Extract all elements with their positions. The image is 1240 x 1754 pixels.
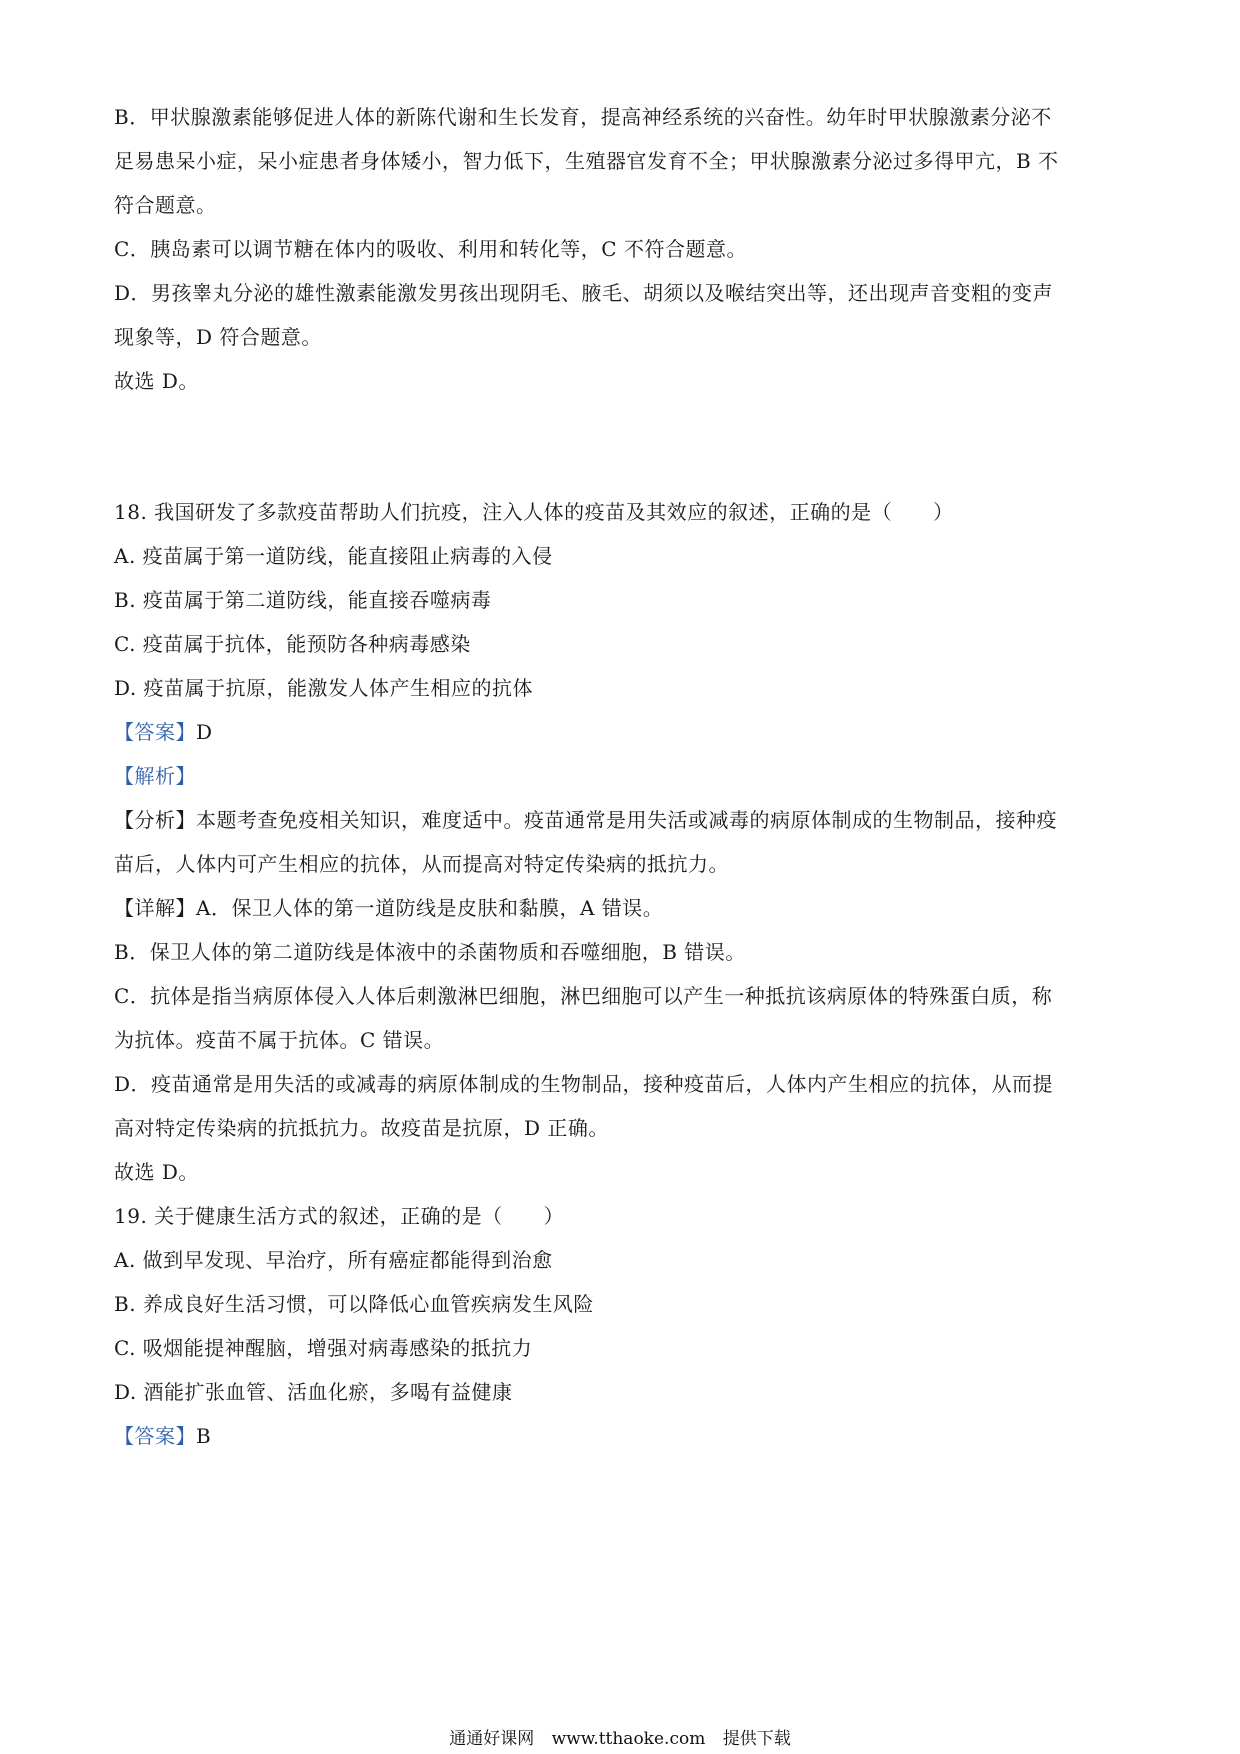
q18-analysis-tag: 【分析】 xyxy=(114,808,196,832)
q18-jiexi-line xyxy=(114,761,1124,791)
q18-analysis-text1: 本题考查免疫相关知识，难度适中。疫苗通常是用失活或减毒的病原体制成的生物制品，接种疫 xyxy=(196,808,1057,832)
q19-option-b: B. 养成良好生活习惯，可以降低心血管疾病发生风险 xyxy=(114,1292,594,1316)
q18-conclusion: 故选 D。 xyxy=(114,1160,199,1184)
prev-explanation-d-line2: 现象等，D 符合题意。 xyxy=(114,325,322,349)
page-footer xyxy=(0,1727,1240,1751)
q19-option-d: D. 酒能扩张血管、活血化瘀，多喝有益健康 xyxy=(114,1380,513,1404)
q18-detail-a: A．保卫人体的第一道防线是皮肤和黏膜，A 错误。 xyxy=(196,896,664,920)
q18-analysis-line1 xyxy=(114,805,1124,835)
q18-detail-c1: C．抗体是指当病原体侵入人体后刺激淋巴细胞，淋巴细胞可以产生一种抵抗该病原体的特殊蛋白质，称 xyxy=(114,984,1053,1008)
q18-analysis-line2: 苗后，人体内可产生相应的抗体，从而提高对特定传染病的抵抗力。 xyxy=(114,852,729,876)
q18-answer-line xyxy=(114,717,1124,747)
q18-detail-d2: 高对特定传染病的抗抵抗力。故疫苗是抗原，D 正确。 xyxy=(114,1116,609,1140)
q18-answer-value: D xyxy=(196,720,213,744)
q18-answer-tag: 【答案】 xyxy=(114,720,196,744)
q18-stem: 18. 我国研发了多款疫苗帮助人们抗疫，注入人体的疫苗及其效应的叙述，正确的是（ ） xyxy=(114,500,954,524)
prev-explanation-c-line: C．胰岛素可以调节糖在体内的吸收、利用和转化等，C 不符合题意。 xyxy=(114,237,747,261)
prev-explanation-d-line1: D．男孩睾丸分泌的雄性激素能激发男孩出现阴毛、腋毛、胡须以及喉结突出等，还出现声音变粗的变声 xyxy=(114,281,1054,305)
q18-detail-d1: D．疫苗通常是用失活的或减毒的病原体制成的生物制品，接种疫苗后，人体内产生相应的抗体，从而提 xyxy=(114,1072,1054,1096)
q18-option-d: D. 疫苗属于抗原，能激发人体产生相应的抗体 xyxy=(114,676,534,700)
prev-explanation-b-line1: B．甲状腺激素能够促进人体的新陈代谢和生长发育，提高神经系统的兴奋性。幼年时甲状腺激素分泌不 xyxy=(114,105,1052,129)
q19-option-a: A. 做到早发现、早治疗，所有癌症都能得到治愈 xyxy=(114,1248,553,1272)
q18-option-a: A. 疫苗属于第一道防线，能直接阻止病毒的入侵 xyxy=(114,544,553,568)
q19-stem: 19. 关于健康生活方式的叙述，正确的是（ ） xyxy=(114,1204,565,1228)
q18-detail-b: B．保卫人体的第二道防线是体液中的杀菌物质和吞噬细胞，B 错误。 xyxy=(114,940,746,964)
q18-jiexi-tag: 【解析】 xyxy=(114,764,196,788)
prev-explanation-b-line2: 足易患呆小症，呆小症患者身体矮小，智力低下，生殖器官发育不全；甲状腺激素分泌过多得甲亢，B 不 xyxy=(114,149,1059,173)
q18-option-c: C. 疫苗属于抗体，能预防各种病毒感染 xyxy=(114,632,471,656)
q18-detail-tag: 【详解】 xyxy=(114,896,196,920)
q18-detail-c2: 为抗体。疫苗不属于抗体。C 错误。 xyxy=(114,1028,445,1052)
footer-site-name: 通通好课网 xyxy=(449,1729,535,1749)
footer-note: 提供下载 xyxy=(722,1729,791,1749)
q18-option-b: B. 疫苗属于第二道防线，能直接吞噬病毒 xyxy=(114,588,492,612)
q19-option-c: C. 吸烟能提神醒脑，增强对病毒感染的抵抗力 xyxy=(114,1336,533,1360)
q19-answer-value: B xyxy=(196,1424,212,1448)
footer-url[interactable]: www.tthaoke.com xyxy=(551,1729,706,1749)
q19-answer-line xyxy=(114,1421,1124,1451)
q18-detail-line-a xyxy=(114,893,1124,923)
q19-answer-tag: 【答案】 xyxy=(114,1424,196,1448)
prev-explanation-b-line3: 符合题意。 xyxy=(114,193,217,217)
prev-conclusion: 故选 D。 xyxy=(114,369,199,393)
